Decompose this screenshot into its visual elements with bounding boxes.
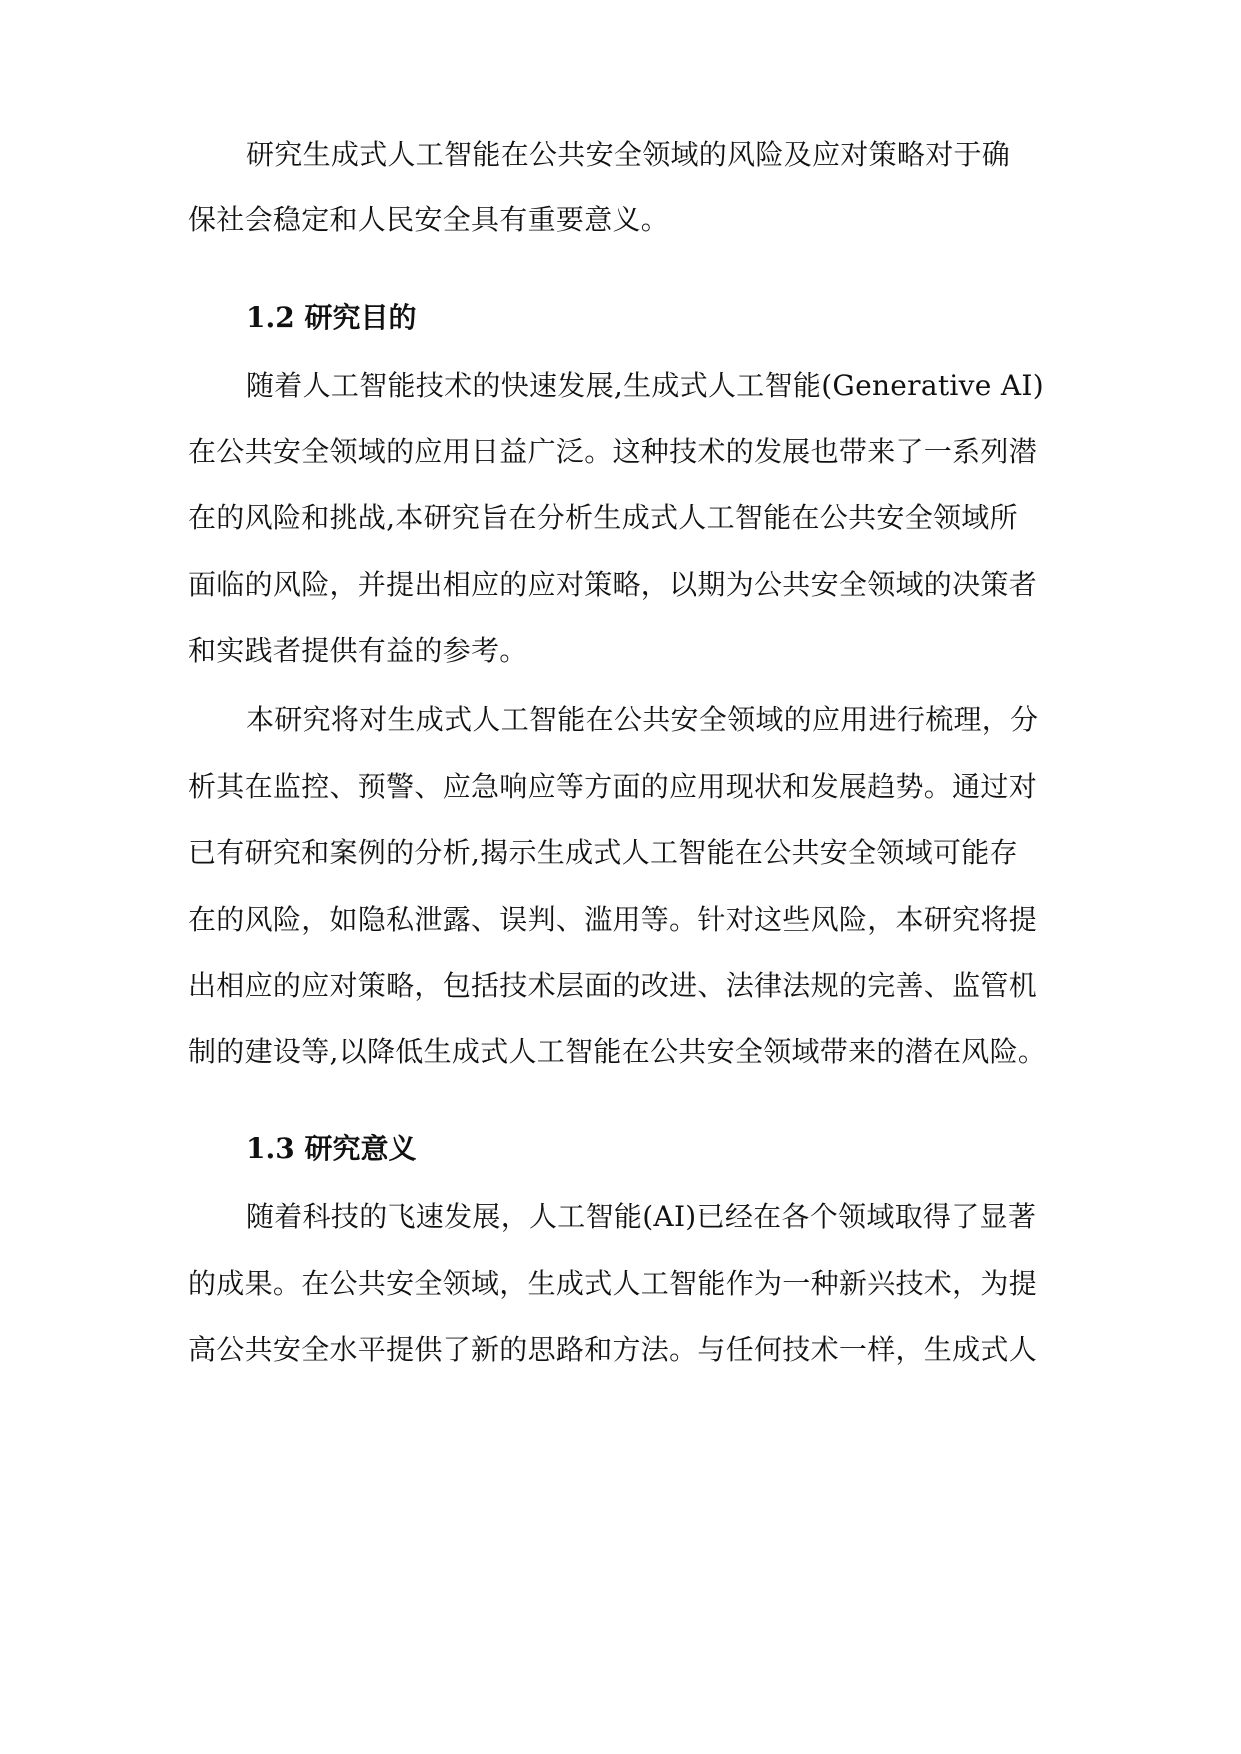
s12-p2-line-4: 在的风险，如隐私泄露、误判、滥用等。针对这些风险，本研究将提 [188,903,1038,936]
s13-p1-line-2: 的成果。在公共安全领域，生成式人工智能作为一种新兴技术，为提 [188,1267,1038,1300]
s12-p1-line-5: 和实践者提供有益的参考。 [188,634,528,667]
s12-p2-line-6: 制的建设等,以降低生成式人工智能在公共安全领域带来的潜在风险。 [188,1035,1047,1068]
s12-p2-line-5: 出相应的应对策略，包括技术层面的改进、法律法规的完善、监管机 [188,969,1038,1002]
section-heading-1-3: 1.3 研究意义 [246,1132,417,1165]
intro-line-2: 保社会稳定和人民安全具有重要意义。 [188,203,670,236]
s12-p1-line-3: 在的风险和挑战,本研究旨在分析生成式人工智能在公共安全领域所 [188,501,1018,534]
s12-p2-line-1: 本研究将对生成式人工智能在公共安全领域的应用进行梳理，分 [246,703,1039,736]
s12-p2-line-3: 已有研究和案例的分析,揭示生成式人工智能在公共安全领域可能存 [188,836,1018,869]
section-heading-1-2: 1.2 研究目的 [246,301,417,334]
s12-p1-line-2: 在公共安全领域的应用日益广泛。这种技术的发展也带来了一系列潜 [188,435,1038,468]
s13-p1-line-1: 随着科技的飞速发展，人工智能(AI)已经在各个领域取得了显著 [246,1200,1037,1233]
s12-p2-line-2: 析其在监控、预警、应急响应等方面的应用现状和发展趋势。通过对 [188,770,1038,803]
s13-p1-line-3: 高公共安全水平提供了新的思路和方法。与任何技术一样，生成式人 [188,1333,1038,1366]
intro-line-1: 研究生成式人工智能在公共安全领域的风险及应对策略对于确 [246,138,1011,171]
s12-p1-line-1: 随着人工智能技术的快速发展,生成式人工智能(Generative AI) [246,369,1044,402]
s12-p1-line-4: 面临的风险，并提出相应的应对策略，以期为公共安全领域的决策者 [188,568,1038,601]
